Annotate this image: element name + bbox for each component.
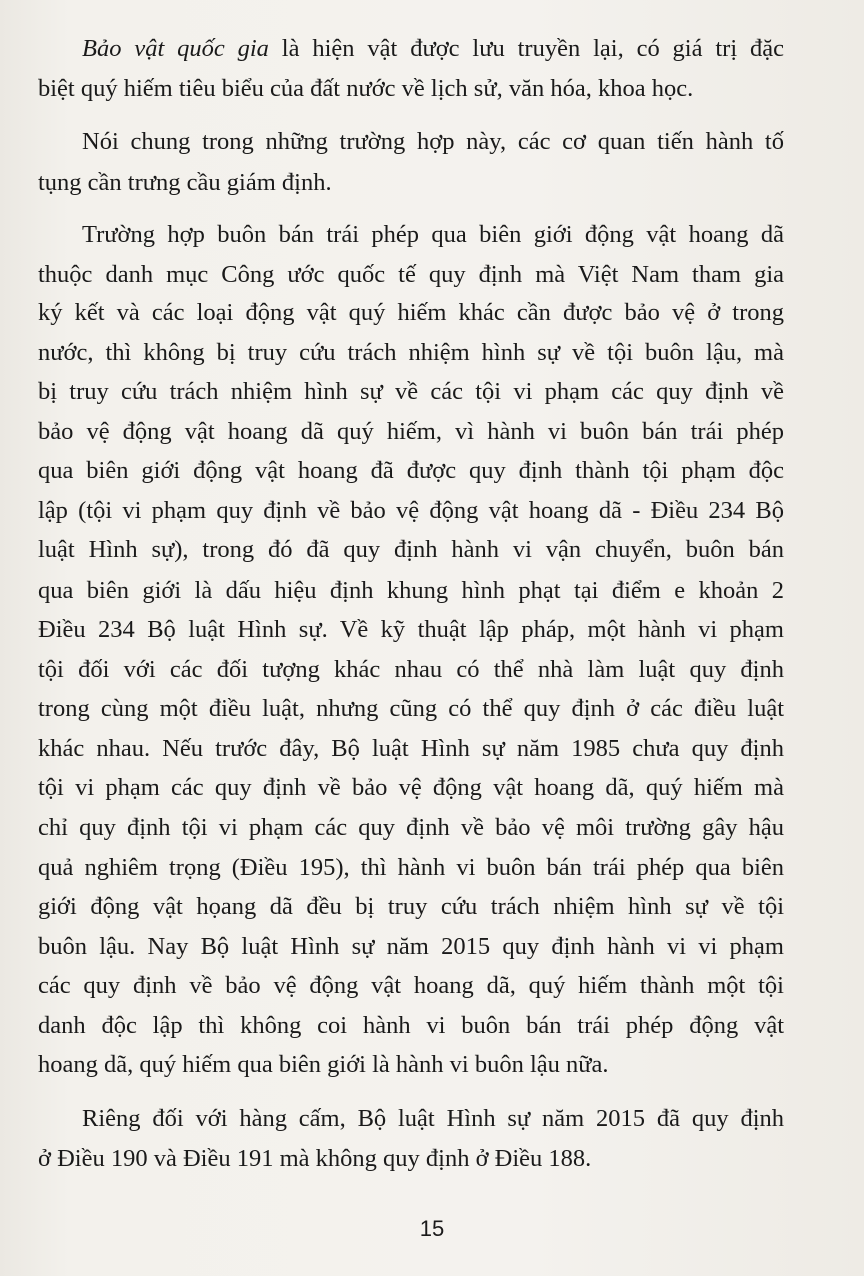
paragraph-3-line-15: tội vi phạm các quy định về bảo vệ động vật hoang dã, quý hiếm mà bbox=[38, 774, 784, 801]
paragraph-3-line-3: ký kết và các loại động vật quý hiếm khác cần được bảo vệ ở trong bbox=[38, 299, 784, 326]
paragraph-3-line-12: tội đối với các đối tượng khác nhau có thể nhà làm luật quy định bbox=[38, 656, 784, 683]
paragraph-4-line-1: Riêng đối với hàng cấm, Bộ luật Hình sự năm 2015 đã quy định bbox=[82, 1105, 784, 1132]
paragraph-3-line-21: danh độc lập thì không coi hành vi buôn bán trái phép động vật bbox=[38, 1012, 784, 1039]
page-number: 15 bbox=[419, 1216, 445, 1241]
paragraph-3-line-18: giới động vật họang dã đều bị truy cứu trách nhiệm hình sự về tội bbox=[38, 893, 784, 920]
paragraph-3-line-19: buôn lậu. Nay Bộ luật Hình sự năm 2015 quy định hành vi vi phạm bbox=[38, 933, 784, 960]
paragraph-3-line-22: hoang dã, quý hiếm qua biên giới là hành vi buôn lậu nữa. bbox=[38, 1051, 609, 1078]
paragraph-3-line-4: nước, thì không bị truy cứu trách nhiệm hình sự về tội buôn lậu, mà bbox=[38, 339, 784, 366]
paragraph-3-line-20: các quy định về bảo vệ động vật hoang dã, quý hiếm thành một tội bbox=[38, 972, 784, 999]
paragraph-3-line-6: bảo vệ động vật hoang dã quý hiếm, vì hành vi buôn bán trái phép bbox=[38, 418, 784, 445]
paragraph-3-line-17: quả nghiêm trọng (Điều 195), thì hành vi buôn bán trái phép qua biên bbox=[38, 854, 784, 881]
paragraph-3-line-13: trong cùng một điều luật, nhưng cũng có thể quy định ở các điều luật bbox=[38, 695, 784, 722]
paragraph-3-line-7: qua biên giới động vật hoang đã được quy định thành tội phạm độc bbox=[38, 457, 784, 484]
paragraph-3-line-5: bị truy cứu trách nhiệm hình sự về các tội vi phạm các quy định về bbox=[38, 378, 784, 405]
paragraph-3-line-1: Trường hợp buôn bán trái phép qua biên giới động vật hoang dã bbox=[82, 221, 784, 248]
paragraph-3-line-16: chỉ quy định tội vi phạm các quy định về bảo vệ môi trường gây hậu bbox=[38, 814, 784, 841]
paragraph-1-line-1 bbox=[82, 34, 784, 64]
paragraph-3-line-8: lập (tội vi phạm quy định về bảo vệ động vật hoang dã - Điều 234 Bộ bbox=[38, 497, 784, 524]
paragraph-3-line-14: khác nhau. Nếu trước đây, Bộ luật Hình sự năm 1985 chưa quy định bbox=[38, 735, 784, 762]
paragraph-3-line-11: Điều 234 Bộ luật Hình sự. Về kỹ thuật lập pháp, một hành vi phạm bbox=[38, 616, 784, 643]
paragraph-3-line-9: luật Hình sự), trong đó đã quy định hành vi vận chuyển, buôn bán bbox=[38, 536, 784, 563]
paragraph-3-line-10: qua biên giới là dấu hiệu định khung hình phạt tại điểm e khoản 2 bbox=[38, 577, 784, 604]
line-text: là hiện vật được lưu truyền lại, có giá trị đặc bbox=[268, 35, 784, 62]
paragraph-2-line-2: tụng cần trưng cầu giám định. bbox=[38, 169, 332, 196]
italic-term: Bảo vật quốc gia bbox=[82, 35, 269, 62]
paragraph-1-line-2: biệt quý hiếm tiêu biểu của đất nước về lịch sử, văn hóa, khoa học. bbox=[38, 75, 694, 102]
paragraph-3-line-2: thuộc danh mục Công ước quốc tế quy định mà Việt Nam tham gia bbox=[38, 261, 784, 288]
paragraph-2-line-1: Nói chung trong những trường hợp này, các cơ quan tiến hành tố bbox=[82, 128, 784, 155]
paragraph-4-line-2: ở Điều 190 và Điều 191 mà không quy định ở Điều 188. bbox=[38, 1145, 592, 1172]
